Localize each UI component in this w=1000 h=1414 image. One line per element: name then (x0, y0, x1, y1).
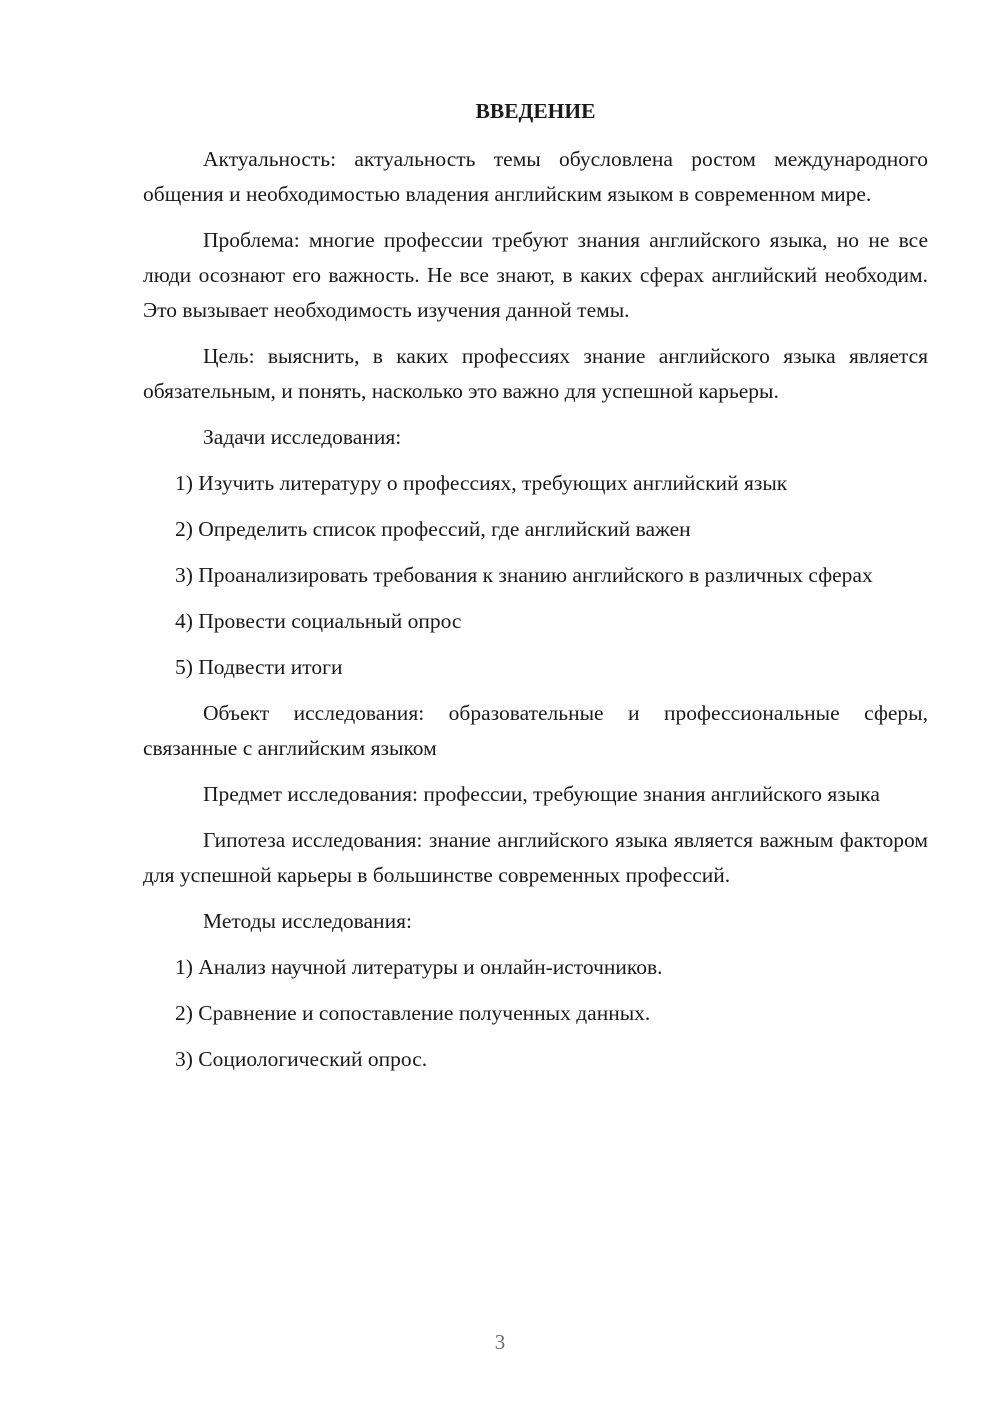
method-item: 1) Анализ научной литературы и онлайн-источников. (175, 955, 663, 979)
task-item: 3) Проанализировать требования к знанию английского в различных сферах (175, 563, 873, 587)
task-item: 2) Определить список профессий, где английский важен (175, 517, 691, 541)
page-number: 3 (494, 1330, 506, 1354)
goal-paragraph: Цель: выяснить, в каких профессиях знание английского языка является обязательным, и понять, насколько это важно для успешной карьеры. (143, 344, 928, 403)
task-item: 4) Провести социальный опрос (175, 609, 462, 633)
page-title: ВВЕДЕНИЕ (475, 99, 596, 123)
relevance-paragraph: Актуальность: актуальность темы обусловлена ростом международного общения и необходимостью владения английским языком в современном мире. (143, 147, 928, 206)
subject-paragraph: Предмет исследования: профессии, требующие знания английского языка (203, 782, 880, 806)
document-page (143, 96, 928, 1088)
task-item: 1) Изучить литературу о профессиях, требующих английский язык (175, 471, 788, 495)
problem-paragraph: Проблема: многие профессии требуют знания английского языка, но не все люди осознают его важность. Не все знают, в каких сферах английский необходим. Это вызывает необходимость изучения данной темы. (143, 228, 928, 322)
methods-heading: Методы исследования: (203, 909, 412, 933)
hypothesis-paragraph: Гипотеза исследования: знание английского языка является важным фактором для успешной карьеры в большинстве современных профессий. (143, 828, 928, 887)
tasks-heading: Задачи исследования: (203, 425, 402, 449)
task-item: 5) Подвести итоги (175, 655, 343, 679)
method-item: 3) Социологический опрос. (175, 1047, 428, 1071)
object-paragraph: Объект исследования: образовательные и профессиональные сферы, связанные с английским языком (143, 701, 928, 760)
method-item: 2) Сравнение и сопоставление полученных данных. (175, 1001, 651, 1025)
